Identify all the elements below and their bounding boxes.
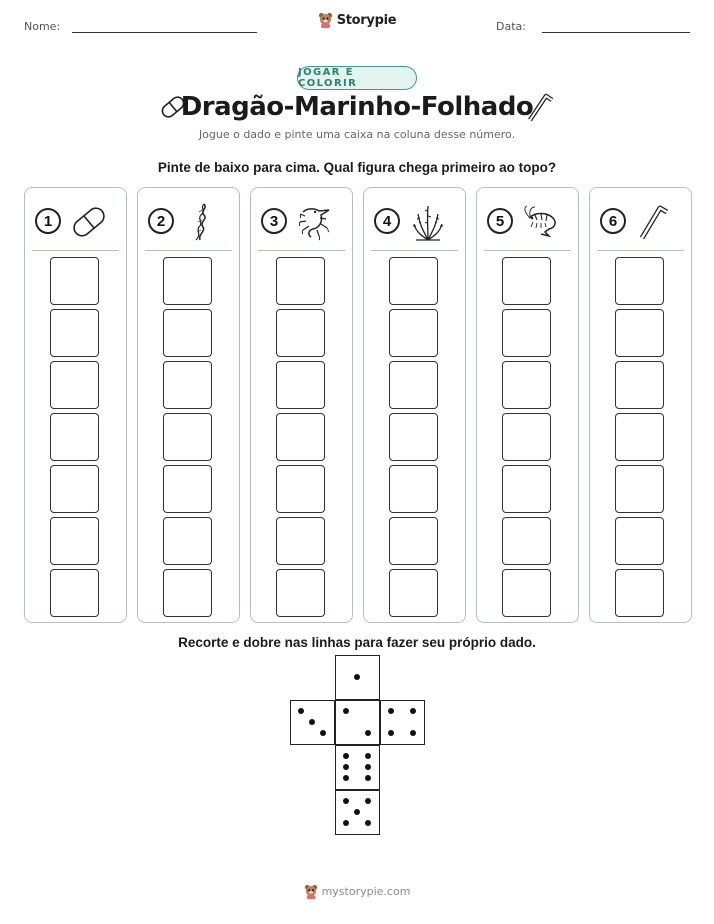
column-2 — [137, 187, 240, 623]
color-box[interactable] — [389, 413, 438, 461]
color-box[interactable] — [276, 569, 325, 617]
capsule-icon — [69, 202, 109, 242]
straw-title-icon — [526, 90, 556, 122]
color-box[interactable] — [163, 569, 212, 617]
color-box[interactable] — [502, 361, 551, 409]
die-face-four — [380, 700, 425, 745]
column-divider — [484, 250, 571, 251]
color-box[interactable] — [50, 465, 99, 513]
die-face-six — [335, 745, 380, 790]
color-box[interactable] — [276, 413, 325, 461]
color-box[interactable] — [615, 569, 664, 617]
color-box[interactable] — [163, 413, 212, 461]
die-pip — [365, 753, 371, 759]
color-box[interactable] — [502, 309, 551, 357]
storypie-mascot-icon — [318, 12, 333, 28]
die-pip — [354, 809, 360, 815]
column-5 — [476, 187, 579, 623]
die-pip — [388, 708, 394, 714]
color-box[interactable] — [615, 361, 664, 409]
die-face-three — [290, 700, 335, 745]
die-pip — [365, 820, 371, 826]
seaweed-icon — [408, 202, 448, 242]
column-divider — [258, 250, 345, 251]
color-box[interactable] — [163, 517, 212, 565]
activity-badge: JOGAR E COLORIR — [297, 66, 417, 90]
color-box[interactable] — [276, 257, 325, 305]
die-pip — [343, 775, 349, 781]
color-box[interactable] — [502, 413, 551, 461]
name-line[interactable] — [72, 32, 257, 33]
column-3 — [250, 187, 353, 623]
column-1 — [24, 187, 127, 623]
color-box[interactable] — [615, 517, 664, 565]
color-box[interactable] — [389, 465, 438, 513]
subtitle: Jogue o dado e pinte uma caixa na coluna desse número. — [198, 128, 516, 141]
column-header — [261, 202, 344, 242]
date-label: Data: — [496, 20, 526, 33]
die-pip — [365, 798, 371, 804]
color-box[interactable] — [502, 257, 551, 305]
color-box[interactable] — [163, 361, 212, 409]
color-box[interactable] — [163, 309, 212, 357]
color-box[interactable] — [163, 465, 212, 513]
color-box[interactable] — [163, 257, 212, 305]
die-pip — [309, 719, 315, 725]
color-box[interactable] — [615, 257, 664, 305]
shrimp-icon — [521, 202, 561, 242]
color-box[interactable] — [615, 465, 664, 513]
column-number: 4 — [374, 208, 400, 234]
leafy-sea-dragon-icon — [295, 202, 335, 242]
color-box[interactable] — [276, 465, 325, 513]
color-box[interactable] — [50, 517, 99, 565]
brand-logo — [0, 12, 714, 28]
die-pip — [343, 708, 349, 714]
die-pip — [410, 730, 416, 736]
color-box[interactable] — [502, 517, 551, 565]
column-divider — [597, 250, 684, 251]
die-pip — [365, 775, 371, 781]
straw-icon — [634, 202, 674, 242]
column-number: 1 — [35, 208, 61, 234]
color-box[interactable] — [389, 517, 438, 565]
die-pip — [388, 730, 394, 736]
storypie-mascot-icon — [304, 884, 318, 899]
column-header — [487, 202, 570, 242]
column-number: 3 — [261, 208, 287, 234]
color-box[interactable] — [389, 257, 438, 305]
color-box[interactable] — [276, 309, 325, 357]
die-pip — [343, 764, 349, 770]
date-line[interactable] — [542, 32, 690, 33]
column-6 — [589, 187, 692, 623]
kelp-leaf-icon — [182, 202, 222, 242]
color-box[interactable] — [389, 569, 438, 617]
die-face-five — [335, 790, 380, 835]
die-pip — [298, 708, 304, 714]
die-net — [290, 655, 426, 835]
dice-columns — [24, 187, 690, 623]
die-instruction: Recorte e dobre nas linhas para fazer seu próprio dado. — [178, 635, 536, 650]
game-instruction: Pinte de baixo para cima. Qual figura chega primeiro ao topo? — [157, 160, 557, 175]
color-box[interactable] — [50, 257, 99, 305]
die-pip — [365, 730, 371, 736]
color-box[interactable] — [389, 361, 438, 409]
color-box[interactable] — [50, 413, 99, 461]
color-box[interactable] — [389, 309, 438, 357]
color-box[interactable] — [50, 309, 99, 357]
column-divider — [32, 250, 119, 251]
column-header — [148, 202, 231, 242]
footer — [0, 884, 714, 899]
die-pip — [320, 730, 326, 736]
die-face-two — [335, 700, 380, 745]
die-pip — [410, 708, 416, 714]
column-header — [374, 202, 457, 242]
brand-name: Storypie — [336, 12, 397, 28]
die-face-one — [335, 655, 380, 700]
footer-url[interactable]: mystorypie.com — [321, 885, 411, 898]
column-number: 5 — [487, 208, 513, 234]
page-title: Dragão-Marinho-Folhado — [180, 92, 534, 122]
color-box[interactable] — [615, 413, 664, 461]
color-box[interactable] — [276, 517, 325, 565]
die-pip — [365, 764, 371, 770]
color-box[interactable] — [502, 569, 551, 617]
die-pip — [343, 753, 349, 759]
color-box[interactable] — [615, 309, 664, 357]
column-divider — [371, 250, 458, 251]
color-box[interactable] — [50, 361, 99, 409]
die-pip — [343, 798, 349, 804]
name-label: Nome: — [24, 20, 61, 33]
die-pip — [354, 674, 360, 680]
column-number: 6 — [600, 208, 626, 234]
color-box[interactable] — [50, 569, 99, 617]
color-box[interactable] — [502, 465, 551, 513]
die-pip — [343, 820, 349, 826]
color-box[interactable] — [276, 361, 325, 409]
column-4 — [363, 187, 466, 623]
column-header — [600, 202, 683, 242]
column-number: 2 — [148, 208, 174, 234]
column-divider — [145, 250, 232, 251]
column-header — [35, 202, 118, 242]
